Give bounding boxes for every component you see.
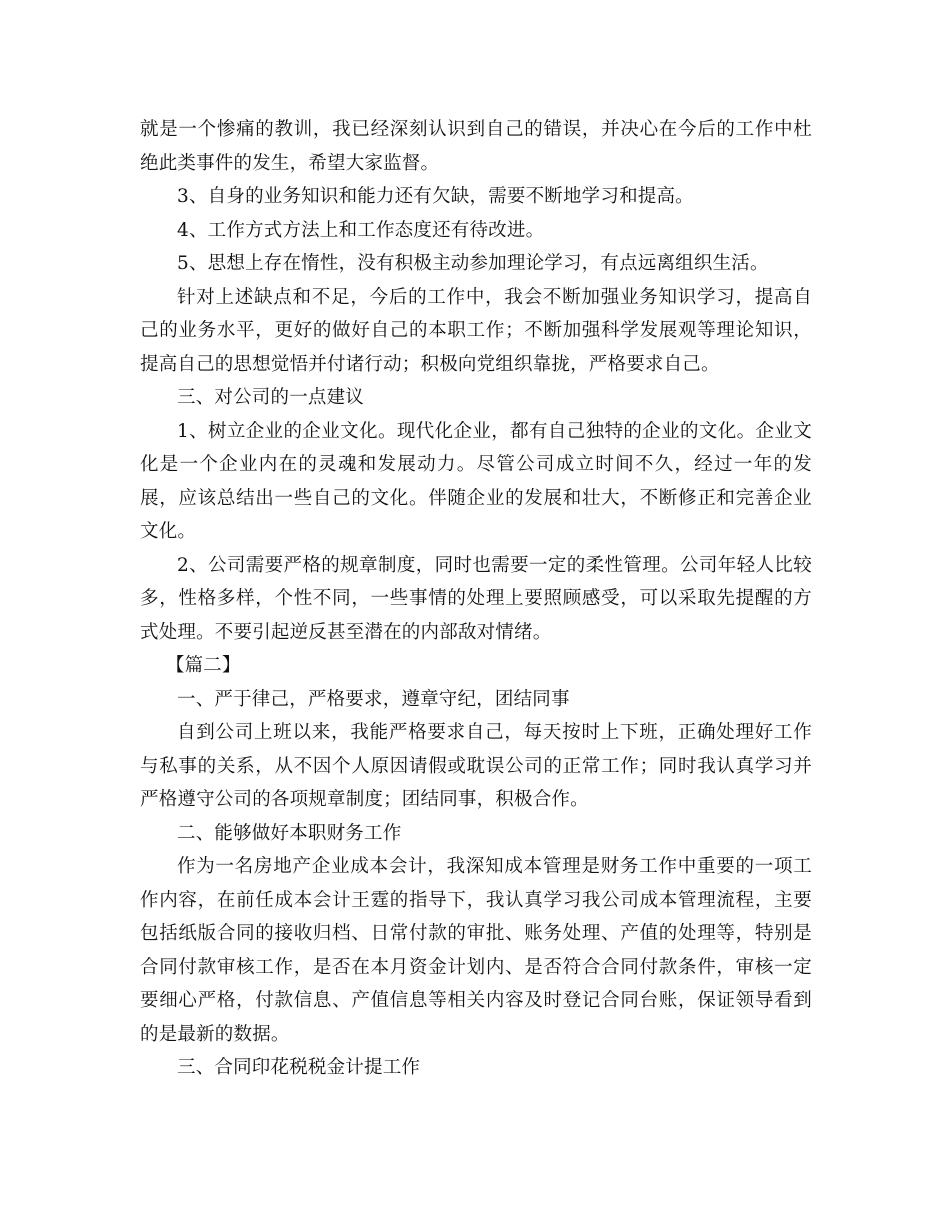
paragraph-finance-work: 作为一名房地产企业成本会计，我深知成本管理是财务工作中重要的一项工作内容，在前任成本会计王霆的指导下，我认真学习我公司成本管理流程，主要包括纸版合同的接收归档、日常付款的审批、账务处理、产值的处理等，特别是合同付款审核工作，是否在本月资金计划内、是否符合合同付款条件，审核一定要细心严格，付款信息、产值信息等相关内容及时登记合同台账，保证领导看到的是最新的数据。 [140,856,812,1045]
section-heading-suggestions: 三、对公司的一点建议 [177,387,365,408]
paragraph-discipline: 自到公司上班以来，我能严格要求自己，每天按时上下班，正确处理好工作与私事的关系，从不因个人原因请假或耽误公司的正常工作；同时我认真学习并严格遵守公司的各项规章制度；团结同事，积极合作。 [140,722,812,810]
paragraph-point-5: 5、思想上存在惰性，没有积极主动参加理论学习，有点远离组织生活。 [177,253,769,274]
section-heading-discipline: 一、严于律己，严格要求，遵章守纪，团结同事 [177,688,570,710]
section-heading-stamp-tax: 三、合同印花税税金计提工作 [177,1057,421,1078]
paragraph-continuation: 就是一个惨痛的教训，我已经深刻认识到自己的错误，并决心在今后的工作中杜绝此类事件的发生，希望大家监督。 [140,119,812,174]
paragraph-point-3: 3、自身的业务知识和能力还有欠缺，需要不断地学习和提高。 [177,186,694,207]
paragraph-suggestion-1: 1、树立企业的企业文化。现代化企业，都有自己独特的企业的文化。企业文化是一个企业内在的灵魂和发展动力。尽管公司成立时间不久，经过一年的发展，应该总结出一些自己的文化。伴随企业的发展和壮大，不断修正和完善企业文化。 [140,420,812,542]
document-body [140,113,812,1085]
paragraph-point-4: 4、工作方式方法上和工作态度还有待改进。 [177,219,545,241]
section-heading-finance-work: 二、能够做好本职财务工作 [177,822,402,844]
part-two-heading: 【篇二】 [165,655,241,676]
paragraph-suggestion-2: 2、公司需要严格的规章制度，同时也需要一定的柔性管理。公司年轻人比较多，性格多样，个性不同，一些事情的处理上要照顾感受，可以采取先提醒的方式处理。不要引起逆反甚至潜在的内部敌对情绪。 [140,554,812,643]
paragraph-improvement-plan: 针对上述缺点和不足，今后的工作中，我会不断加强业务知识学习，提高自己的业务水平，更好的做好自己的本职工作；不断加强科学发展观等理论知识，提高自己的思想觉悟并付诸行动；积极向党组织靠拢，严格要求自己。 [140,286,812,375]
